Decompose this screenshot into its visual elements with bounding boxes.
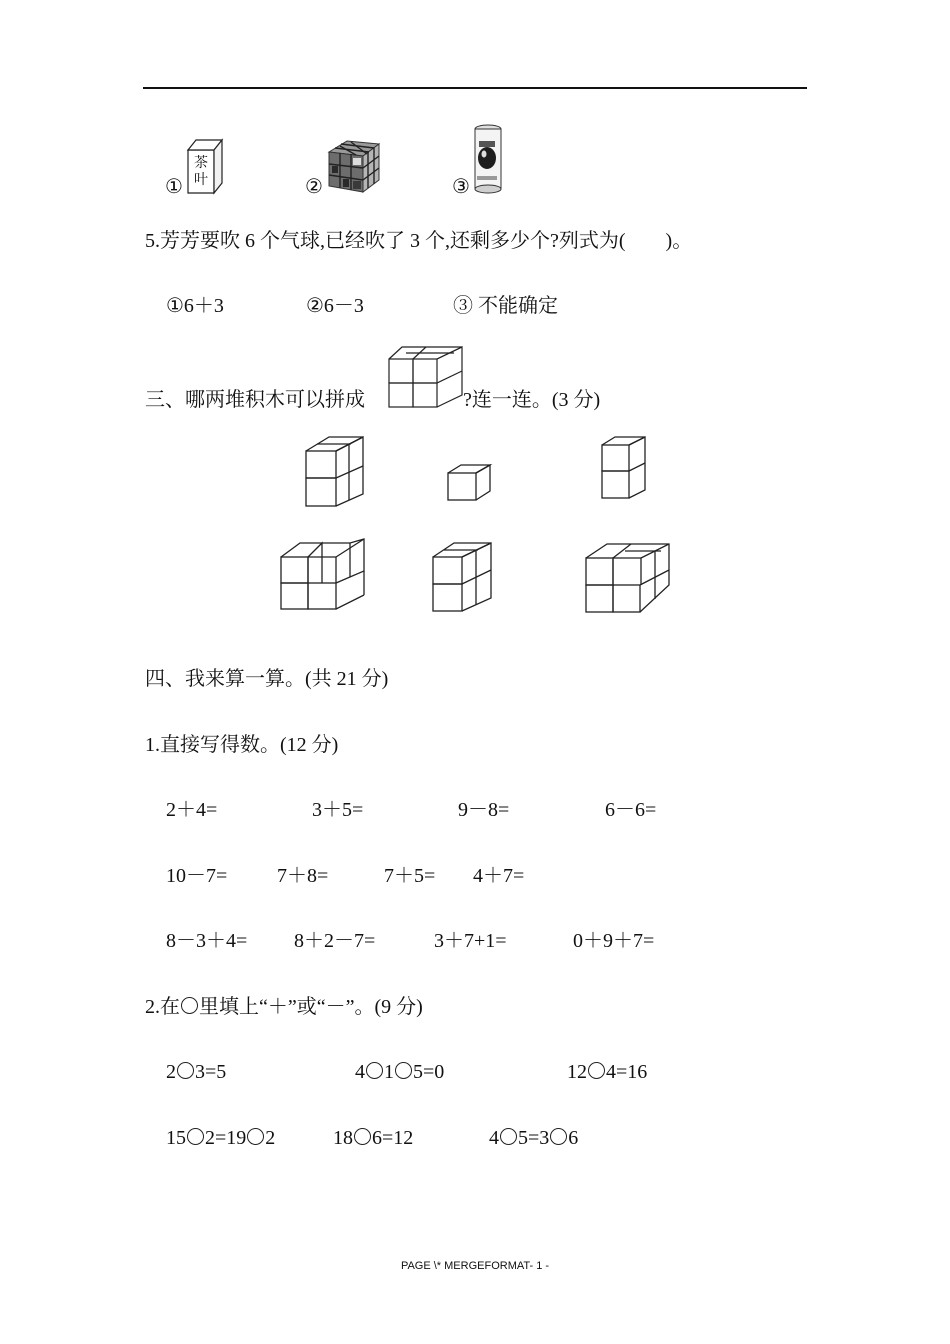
answer-circle[interactable]: [354, 1128, 371, 1145]
section3-title-before: 三、哪两堆积木可以拼成: [145, 389, 365, 411]
tea-box-label: 茶叶: [194, 156, 208, 188]
fill-1: 2 3=5: [166, 1061, 227, 1083]
answer-circle[interactable]: [366, 1062, 383, 1079]
page-footer: PAGE \* MERGEFORMAT- 1 -: [400, 1260, 550, 1272]
calc-r3-3: 3＋7+1=: [434, 930, 507, 952]
block-pile-bottom-3[interactable]: [585, 541, 671, 614]
rubiks-cube-picture: [327, 138, 381, 194]
calc-r3-4: 0＋9＋7=: [573, 930, 655, 952]
answer-circle[interactable]: [177, 1062, 194, 1079]
block-pile-top-2[interactable]: [447, 464, 493, 502]
calc-r1-3: 9－8=: [458, 799, 510, 821]
calc-r1-1: 2＋4=: [166, 799, 218, 821]
calc-r3-2: 8＋2－7=: [294, 930, 376, 952]
fill-6: 4 5=3 6: [489, 1127, 579, 1149]
calc-r2-3: 7＋5=: [384, 865, 436, 887]
calc-r1-4: 6－6=: [605, 799, 657, 821]
calc-r2-4: 4＋7=: [473, 865, 525, 887]
target-block-figure: [388, 346, 464, 410]
answer-circle[interactable]: [247, 1128, 264, 1145]
answer-circle[interactable]: [588, 1062, 605, 1079]
fill-2: 4 1 5=0: [355, 1061, 445, 1083]
fill-5: 18 6=12: [333, 1127, 414, 1149]
q5-question: 5.芳芳要吹 6 个气球,已经吹了 3 个,还剩多少个?列式为( )。: [145, 230, 693, 252]
option-2-mark: ②: [305, 176, 323, 198]
block-pile-bottom-2[interactable]: [432, 541, 494, 613]
answer-circle[interactable]: [187, 1128, 204, 1145]
block-pile-top-1[interactable]: [305, 436, 365, 508]
q5-option-3: ③ 不能确定: [453, 295, 558, 317]
part2-title: 2.在 里填上“＋”或“－”。(9 分): [145, 996, 423, 1018]
calc-r2-2: 7＋8=: [277, 865, 329, 887]
fill-4: 15 2=19 2: [166, 1127, 276, 1149]
answer-circle[interactable]: [395, 1062, 412, 1079]
q5-option-1: ①6＋3: [166, 295, 224, 317]
calc-r2-1: 10－7=: [166, 865, 228, 887]
fill-3: 12 4=16: [567, 1061, 648, 1083]
drink-can-picture: [473, 124, 503, 194]
section3-title-after: ?连一连。(3 分): [463, 389, 601, 411]
blank-circle-icon: [181, 997, 198, 1014]
part1-title: 1.直接写得数。(12 分): [145, 734, 339, 756]
block-pile-bottom-1[interactable]: [280, 537, 366, 612]
q5-option-2: ②6－3: [306, 295, 364, 317]
header-rule: [143, 87, 807, 89]
section4-title: 四、我来算一算。(共 21 分): [145, 668, 389, 690]
block-pile-top-3[interactable]: [601, 436, 647, 500]
calc-r1-2: 3＋5=: [312, 799, 364, 821]
option-3-mark: ③: [452, 176, 470, 198]
calc-r3-1: 8－3＋4=: [166, 930, 248, 952]
answer-circle[interactable]: [500, 1128, 517, 1145]
option-1-mark: ①: [165, 176, 183, 198]
answer-circle[interactable]: [550, 1128, 567, 1145]
